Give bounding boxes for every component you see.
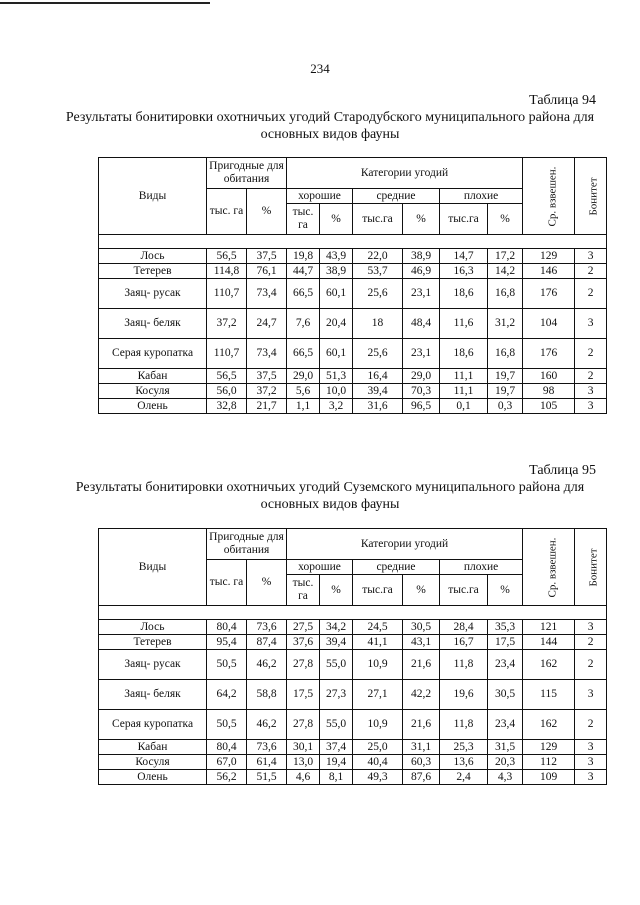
header-weighted: Ср. взвешен. [523, 529, 575, 606]
table-cell: 53,7 [353, 264, 403, 279]
table-cell: 16,7 [440, 635, 488, 650]
table-94-title: Результаты бонитировки охотничьих угодий Стародубского муниципального района для основных видов фауны [65, 110, 595, 142]
species-name: Олень [99, 770, 207, 785]
table-cell: 4,3 [488, 770, 523, 785]
table-cell: 11,8 [440, 710, 488, 740]
header-poor: плохие [440, 560, 523, 575]
table-cell: 66,5 [287, 279, 320, 309]
header-weighted: Ср. взвешен. [523, 158, 575, 235]
table-cell: 23,1 [403, 279, 440, 309]
table-cell: 34,2 [320, 620, 353, 635]
table-cell: 50,5 [207, 710, 247, 740]
table-95-title: Результаты бонитировки охотничьих угодий Суземского муниципального района для основных видов фауны [75, 480, 585, 512]
table-cell: 11,6 [440, 309, 488, 339]
table-cell: 25,6 [353, 279, 403, 309]
table-cell: 60,1 [320, 279, 353, 309]
table-cell: 11,1 [440, 369, 488, 384]
header-poor-pct: % [488, 204, 523, 235]
species-name: Тетерев [99, 635, 207, 650]
table-cell: 37,2 [207, 309, 247, 339]
table-cell: 21,6 [403, 710, 440, 740]
table-row [99, 339, 607, 369]
table-cell: 61,4 [247, 755, 287, 770]
header-species: Виды [99, 158, 207, 235]
table-cell: 2 [575, 264, 607, 279]
table-cell: 3 [575, 249, 607, 264]
header-medium: средние [353, 189, 440, 204]
table-cell: 43,1 [403, 635, 440, 650]
table-cell: 27,8 [287, 710, 320, 740]
table-row [99, 755, 607, 770]
header-poor-ths-ha: тыс.га [440, 204, 488, 235]
table-cell: 49,3 [353, 770, 403, 785]
header-bonitet: Бонитет [575, 529, 607, 606]
species-name: Косуля [99, 755, 207, 770]
table-cell: 2 [575, 369, 607, 384]
table-row [99, 384, 607, 399]
species-name: Лось [99, 249, 207, 264]
table-cell: 56,5 [207, 369, 247, 384]
table-row [99, 249, 607, 264]
header-medium-ths-ha: тыс.га [353, 575, 403, 606]
table-cell: 160 [523, 369, 575, 384]
table-cell: 3 [575, 309, 607, 339]
table-cell: 87,6 [403, 770, 440, 785]
table-cell: 109 [523, 770, 575, 785]
table-cell: 2 [575, 339, 607, 369]
table-cell: 7,6 [287, 309, 320, 339]
header-suitable-ths-ha: тыс. га [207, 189, 247, 235]
table-cell: 2 [575, 710, 607, 740]
table-cell: 162 [523, 650, 575, 680]
table-cell: 46,2 [247, 650, 287, 680]
table-cell: 19,4 [320, 755, 353, 770]
table-cell: 80,4 [207, 620, 247, 635]
table-row [99, 770, 607, 785]
table-cell: 110,7 [207, 279, 247, 309]
table-cell: 29,0 [287, 369, 320, 384]
table-cell: 146 [523, 264, 575, 279]
table-cell: 2 [575, 650, 607, 680]
header-good-ths-ha: тыс. га [287, 575, 320, 606]
table-cell: 13,0 [287, 755, 320, 770]
table-cell: 129 [523, 249, 575, 264]
species-name: Лось [99, 620, 207, 635]
table-cell: 73,4 [247, 279, 287, 309]
table-cell: 25,6 [353, 339, 403, 369]
species-name: Серая куропатка [99, 710, 207, 740]
table-cell: 67,0 [207, 755, 247, 770]
header-suitable-pct: % [247, 560, 287, 606]
table-cell: 14,2 [488, 264, 523, 279]
table-cell: 37,5 [247, 249, 287, 264]
table-cell: 112 [523, 755, 575, 770]
table-cell: 21,7 [247, 399, 287, 414]
table-cell: 18 [353, 309, 403, 339]
table-cell: 46,9 [403, 264, 440, 279]
table-row [99, 635, 607, 650]
table-cell: 2,4 [440, 770, 488, 785]
table-cell: 10,9 [353, 710, 403, 740]
table-cell: 110,7 [207, 339, 247, 369]
table-cell: 50,5 [207, 650, 247, 680]
table-cell: 11,8 [440, 650, 488, 680]
table-cell: 95,4 [207, 635, 247, 650]
table-cell: 27,3 [320, 680, 353, 710]
table-cell: 3 [575, 399, 607, 414]
table-row [99, 264, 607, 279]
table-row [99, 279, 607, 309]
page-number: 234 [310, 61, 330, 76]
table-cell: 23,4 [488, 650, 523, 680]
table-cell: 56,5 [207, 249, 247, 264]
table-cell: 3 [575, 755, 607, 770]
species-name: Косуля [99, 384, 207, 399]
table-cell: 38,9 [320, 264, 353, 279]
header-good: хорошие [287, 189, 353, 204]
table-cell: 60,3 [403, 755, 440, 770]
table-cell: 64,2 [207, 680, 247, 710]
table-cell: 30,5 [488, 680, 523, 710]
table-cell: 129 [523, 740, 575, 755]
table-cell: 162 [523, 710, 575, 740]
header-poor-ths-ha: тыс.га [440, 575, 488, 606]
table-95-label: Таблица 95 [529, 463, 596, 478]
table-cell: 16,8 [488, 339, 523, 369]
table-cell: 38,9 [403, 249, 440, 264]
table-cell: 21,6 [403, 650, 440, 680]
table-cell: 27,5 [287, 620, 320, 635]
table-cell: 24,7 [247, 309, 287, 339]
table-cell: 56,2 [207, 770, 247, 785]
table-cell: 31,1 [403, 740, 440, 755]
table-cell: 16,8 [488, 279, 523, 309]
header-categories: Категории угодий [287, 158, 523, 189]
table-cell: 42,2 [403, 680, 440, 710]
table-cell: 8,1 [320, 770, 353, 785]
table-94-label: Таблица 94 [529, 93, 596, 108]
table-cell: 73,6 [247, 740, 287, 755]
header-suitable: Пригодные для обитания [207, 529, 287, 560]
table-cell: 18,6 [440, 339, 488, 369]
table-row [99, 740, 607, 755]
table-cell: 23,4 [488, 710, 523, 740]
table-cell: 30,1 [287, 740, 320, 755]
table-cell: 18,6 [440, 279, 488, 309]
table-cell: 5,6 [287, 384, 320, 399]
table-row [99, 680, 607, 710]
table-row [99, 650, 607, 680]
table-cell: 105 [523, 399, 575, 414]
table-cell: 115 [523, 680, 575, 710]
species-name: Заяц- русак [99, 650, 207, 680]
table-cell: 27,8 [287, 650, 320, 680]
table-cell: 43,9 [320, 249, 353, 264]
table-cell: 3,2 [320, 399, 353, 414]
table-row [99, 369, 607, 384]
table-cell: 58,8 [247, 680, 287, 710]
table-cell: 56,0 [207, 384, 247, 399]
table-cell: 10,9 [353, 650, 403, 680]
table-94 [98, 157, 607, 414]
table-cell: 87,4 [247, 635, 287, 650]
table-cell: 11,1 [440, 384, 488, 399]
table-cell: 37,4 [320, 740, 353, 755]
spacer-row [99, 606, 607, 620]
header-medium: средние [353, 560, 440, 575]
species-name: Серая куропатка [99, 339, 207, 369]
table-cell: 39,4 [320, 635, 353, 650]
table-cell: 28,4 [440, 620, 488, 635]
table-cell: 104 [523, 309, 575, 339]
table-cell: 4,6 [287, 770, 320, 785]
table-cell: 10,0 [320, 384, 353, 399]
table-cell: 121 [523, 620, 575, 635]
species-name: Кабан [99, 740, 207, 755]
spacer-row [99, 235, 607, 249]
header-good: хорошие [287, 560, 353, 575]
table-cell: 31,5 [488, 740, 523, 755]
table-cell: 37,2 [247, 384, 287, 399]
table-cell: 23,1 [403, 339, 440, 369]
table-cell: 66,5 [287, 339, 320, 369]
table-cell: 41,1 [353, 635, 403, 650]
header-good-ths-ha: тыс. га [287, 204, 320, 235]
table-cell: 20,4 [320, 309, 353, 339]
header-medium-pct: % [403, 204, 440, 235]
header-bonitet: Бонитет [575, 158, 607, 235]
table-cell: 46,2 [247, 710, 287, 740]
header-medium-pct: % [403, 575, 440, 606]
header-species: Виды [99, 529, 207, 606]
table-cell: 76,1 [247, 264, 287, 279]
table-cell: 51,3 [320, 369, 353, 384]
table-cell: 16,4 [353, 369, 403, 384]
table-cell: 19,7 [488, 369, 523, 384]
table-cell: 176 [523, 279, 575, 309]
table-cell: 25,0 [353, 740, 403, 755]
table-cell: 80,4 [207, 740, 247, 755]
species-name: Заяц- русак [99, 279, 207, 309]
header-medium-ths-ha: тыс.га [353, 204, 403, 235]
species-name: Тетерев [99, 264, 207, 279]
table-row [99, 399, 607, 414]
table-cell: 3 [575, 680, 607, 710]
table-cell: 55,0 [320, 650, 353, 680]
table-cell: 40,4 [353, 755, 403, 770]
table-cell: 17,5 [287, 680, 320, 710]
header-poor-pct: % [488, 575, 523, 606]
table-cell: 16,3 [440, 264, 488, 279]
table-cell: 19,7 [488, 384, 523, 399]
table-cell: 17,2 [488, 249, 523, 264]
species-name: Кабан [99, 369, 207, 384]
table-cell: 44,7 [287, 264, 320, 279]
species-name: Олень [99, 399, 207, 414]
table-cell: 0,1 [440, 399, 488, 414]
table-cell: 55,0 [320, 710, 353, 740]
species-name: Заяц- беляк [99, 309, 207, 339]
header-suitable: Пригодные для обитания [207, 158, 287, 189]
table-cell: 35,3 [488, 620, 523, 635]
table-cell: 2 [575, 279, 607, 309]
table-cell: 19,6 [440, 680, 488, 710]
table-cell: 51,5 [247, 770, 287, 785]
header-good-pct: % [320, 204, 353, 235]
table-cell: 30,5 [403, 620, 440, 635]
table-cell: 37,5 [247, 369, 287, 384]
table-cell: 29,0 [403, 369, 440, 384]
table-cell: 22,0 [353, 249, 403, 264]
table-cell: 60,1 [320, 339, 353, 369]
table-cell: 0,3 [488, 399, 523, 414]
table-cell: 20,3 [488, 755, 523, 770]
table-cell: 48,4 [403, 309, 440, 339]
table-cell: 14,7 [440, 249, 488, 264]
table-row [99, 309, 607, 339]
table-cell: 3 [575, 620, 607, 635]
header-poor: плохие [440, 189, 523, 204]
table-cell: 3 [575, 384, 607, 399]
table-cell: 1,1 [287, 399, 320, 414]
table-cell: 17,5 [488, 635, 523, 650]
table-cell: 31,2 [488, 309, 523, 339]
table-cell: 37,6 [287, 635, 320, 650]
table-cell: 144 [523, 635, 575, 650]
header-categories: Категории угодий [287, 529, 523, 560]
top-rule [0, 2, 210, 4]
table-cell: 25,3 [440, 740, 488, 755]
table-cell: 98 [523, 384, 575, 399]
table-cell: 114,8 [207, 264, 247, 279]
table-cell: 31,6 [353, 399, 403, 414]
table-cell: 27,1 [353, 680, 403, 710]
table-cell: 2 [575, 635, 607, 650]
table-95 [98, 528, 607, 785]
table-cell: 96,5 [403, 399, 440, 414]
table-cell: 73,4 [247, 339, 287, 369]
table-cell: 176 [523, 339, 575, 369]
header-suitable-ths-ha: тыс. га [207, 560, 247, 606]
header-good-pct: % [320, 575, 353, 606]
table-cell: 39,4 [353, 384, 403, 399]
table-cell: 73,6 [247, 620, 287, 635]
species-name: Заяц- беляк [99, 680, 207, 710]
table-cell: 13,6 [440, 755, 488, 770]
table-cell: 70,3 [403, 384, 440, 399]
table-row [99, 710, 607, 740]
table-cell: 32,8 [207, 399, 247, 414]
table-cell: 3 [575, 740, 607, 755]
table-row [99, 620, 607, 635]
header-suitable-pct: % [247, 189, 287, 235]
table-cell: 3 [575, 770, 607, 785]
table-cell: 19,8 [287, 249, 320, 264]
table-cell: 24,5 [353, 620, 403, 635]
